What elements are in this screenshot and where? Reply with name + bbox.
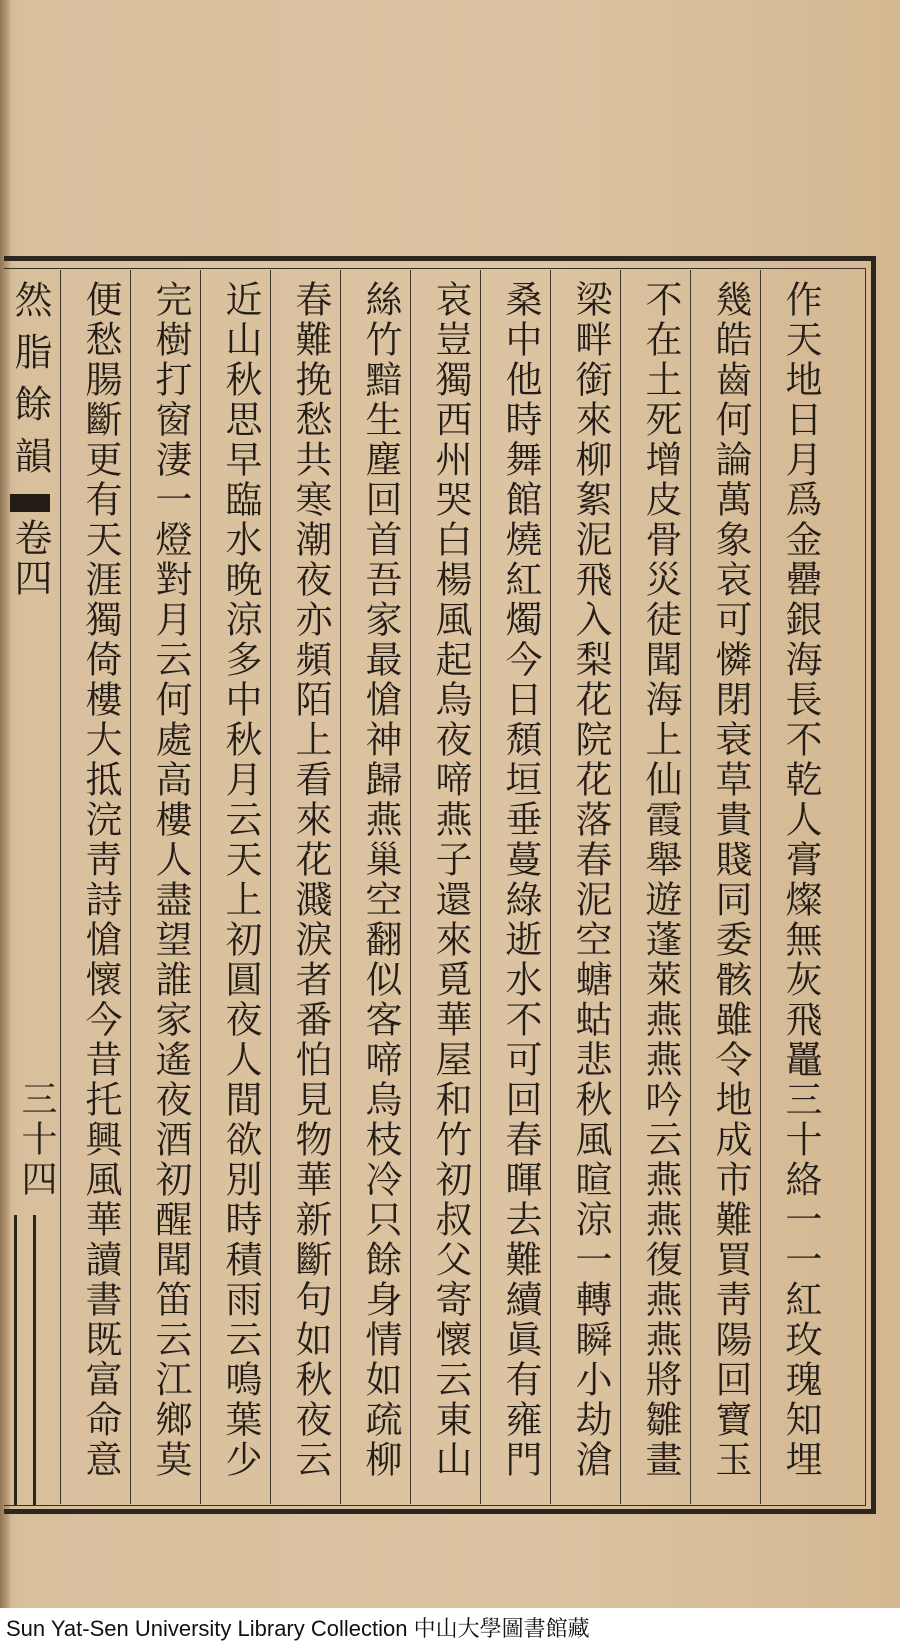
- page-number: 三十四: [16, 1080, 57, 1200]
- column-divider: [550, 270, 551, 1504]
- volume-label: 卷四: [8, 518, 52, 598]
- column-divider: [410, 270, 411, 1504]
- column-divider: [340, 270, 341, 1504]
- column-divider: [130, 270, 131, 1504]
- text-column-11: 便愁腸斷更有天涯獨倚樓大抵浣靑詩愴懷今昔托興風華讀書既富命意: [79, 280, 122, 1480]
- text-column-9: 近山秋思早臨水晚涼多中秋月云天上初圓夜人間欲別時積雨云鳴葉少: [219, 280, 262, 1480]
- text-column-6: 哀豈獨西州哭白楊風起烏夜啼燕子還來覓華屋和竹初叔父寄懷云東山: [429, 280, 472, 1480]
- column-divider: [620, 270, 621, 1504]
- column-divider: [200, 270, 201, 1504]
- library-caption: Sun Yat-Sen University Library Collection 中山大學圖書館藏: [0, 1608, 900, 1650]
- text-column-1: 作天地日月爲金罍銀海長不乾人膏燦無灰飛鼉三十絡一一紅玫瑰知埋: [779, 280, 822, 1480]
- column-divider: [480, 270, 481, 1504]
- column-divider: [270, 270, 271, 1504]
- column-divider: [60, 270, 61, 1504]
- text-column-4: 梁畔銜來柳絮泥飛入梨花院花落春泥空螗蛄悲秋風暄涼一轉瞬小劫滄: [569, 280, 612, 1480]
- text-column-2: 幾皓齒何論萬象哀可憐閉衰草貴賤同委骸雖令地成市難買靑陽回寶玉: [709, 280, 752, 1480]
- column-divider: [690, 270, 691, 1504]
- book-title: 然脂餘韻: [8, 280, 52, 488]
- fish-tail-mark: [10, 494, 50, 512]
- margin-title-block: [6, 280, 54, 720]
- text-column-7: 絲竹黯生塵回首吾家最愴神歸燕巢空翻似客啼烏枝冷只餘身情如疏柳: [359, 280, 402, 1480]
- text-column-8: 春難挽愁共寒潮夜亦頻陌上看來花濺淚者番怕見物華新斷句如秋夜云: [289, 280, 332, 1480]
- column-divider: [760, 270, 761, 1504]
- text-column-3: 不在土死增皮骨災徒聞海上仙霞舉遊蓬萊燕燕吟云燕燕復燕燕將雛畫: [639, 280, 682, 1480]
- margin-bar: [14, 1215, 36, 1505]
- text-column-10: 完樹打窗淒一燈對月云何處高樓人盡望誰家遙夜酒初醒聞笛云江鄉莫: [149, 280, 192, 1480]
- text-column-5: 桑中他時舞館燒紅燭今日頹垣垂蔓綠逝水不可回春暉去難續眞有雍門: [499, 280, 542, 1480]
